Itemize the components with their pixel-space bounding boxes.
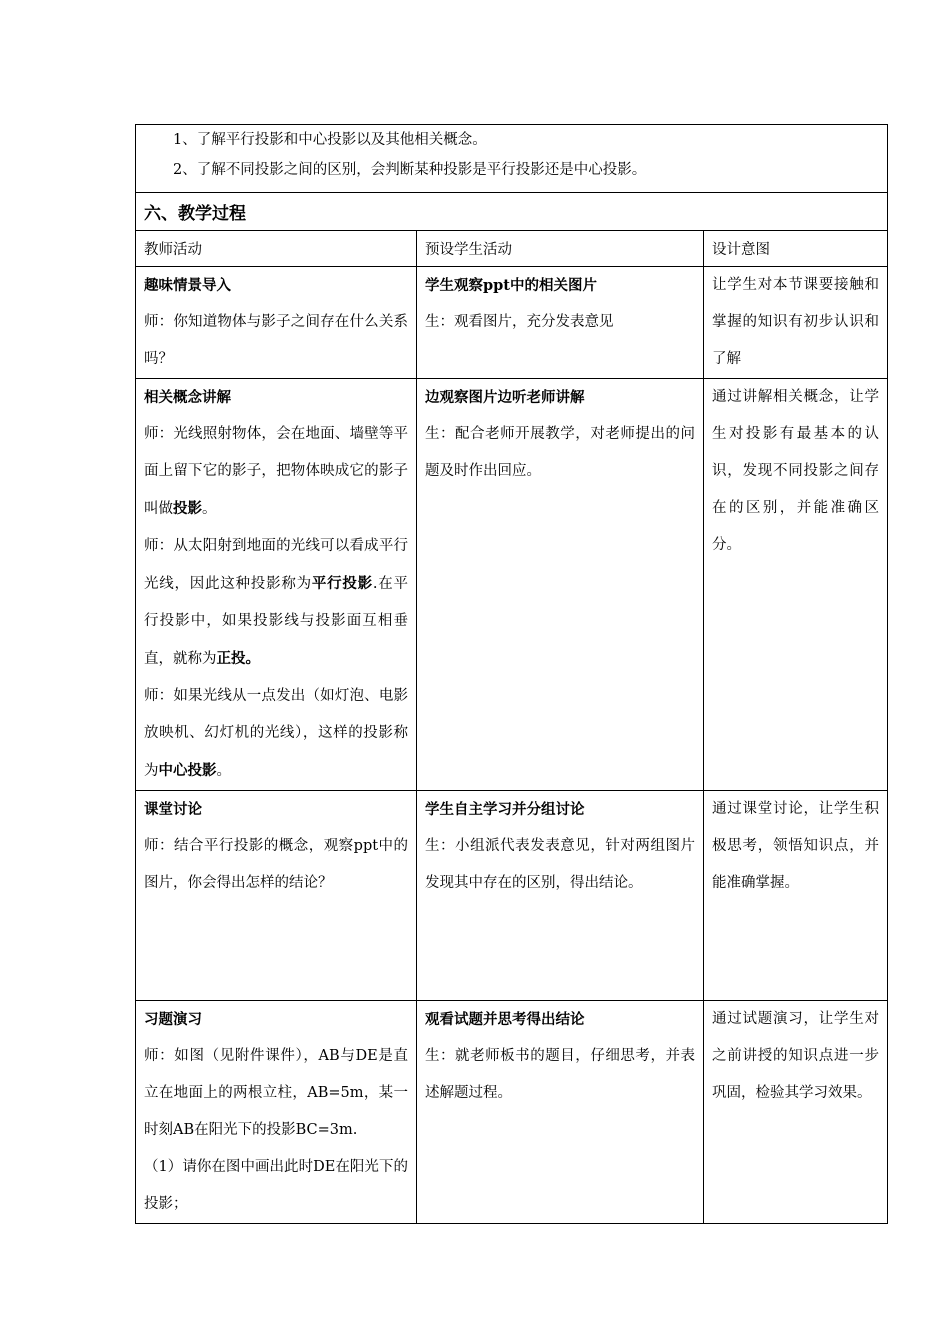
lesson-plan-table [135, 124, 888, 1224]
table-row [136, 379, 888, 791]
teacher-paragraph [144, 678, 408, 790]
column-header-student: 预设学生活动 [417, 231, 704, 267]
section-title: 六、教学过程 [136, 193, 888, 231]
term-central-projection: 中心投影 [158, 762, 217, 779]
section-title-row [136, 193, 888, 231]
student-activity-cell [417, 379, 704, 791]
student-text: 生：就老师板书的题目，仔细思考，并表述解题过程。 [425, 1048, 695, 1101]
student-heading: 学生观察ppt中的相关图片 [425, 277, 597, 294]
teacher-heading: 习题演习 [144, 1011, 202, 1028]
teacher-paragraph [144, 528, 408, 678]
teacher-activity-cell [136, 1001, 417, 1224]
column-header-row [136, 231, 888, 267]
student-heading: 学生自主学习并分组讨论 [425, 801, 585, 818]
student-heading: 边观察图片边听老师讲解 [425, 389, 585, 406]
teacher-text: 师：如图（见附件课件），AB与DE是直立在地面上的两根立柱，AB=5m，某一时刻AB在阳光下的投影BC=3m. [144, 1048, 408, 1138]
teacher-text: （1）请你在图中画出此时DE在阳光下的投影； [144, 1159, 408, 1212]
teacher-activity-cell [136, 379, 417, 791]
teacher-text: 师：你知道物体与影子之间存在什么关系吗？ [144, 314, 408, 367]
term-orthographic-projection: 正投。 [216, 650, 260, 667]
objective-item: 2、了解不同投影之间的区别，会判断某种投影是平行投影还是中心投影。 [173, 162, 647, 178]
student-text: 生：配合老师开展教学，对老师提出的问题及时作出回应。 [425, 426, 695, 479]
student-heading: 观看试题并思考得出结论 [425, 1011, 585, 1028]
teacher-text: .在平行投影中，如果投影线与投影面互相垂直，就称为 [144, 576, 409, 667]
column-header-intent: 设计意图 [704, 231, 888, 267]
objectives-cell [136, 125, 888, 193]
design-intent-cell: 通过课堂讨论，让学生积极思考，领悟知识点，并能准确掌握。 [704, 791, 888, 1001]
student-text: 生：小组派代表发表意见，针对两组图片发现其中存在的区别，得出结论。 [425, 838, 695, 891]
student-activity-cell [417, 791, 704, 1001]
column-header-teacher: 教师活动 [136, 231, 417, 267]
design-intent-cell: 通过讲解相关概念，让学生对投影有最基本的认识，发现不同投影之间存在的区别，并能准确区分。 [704, 379, 888, 791]
teacher-text: 。 [216, 763, 231, 779]
design-intent-cell: 通过试题演习，让学生对之前讲授的知识点进一步巩固，检验其学习效果。 [704, 1001, 888, 1224]
teacher-heading: 相关概念讲解 [144, 389, 231, 406]
teacher-activity-cell [136, 791, 417, 1001]
design-intent-cell: 让学生对本节课要接触和掌握的知识有初步认识和了解 [704, 267, 888, 379]
teacher-heading: 课堂讨论 [144, 801, 202, 818]
objectives-row [136, 125, 888, 193]
teacher-activity-cell [136, 267, 417, 379]
table-row [136, 267, 888, 379]
teacher-heading: 趣味情景导入 [144, 277, 231, 294]
student-activity-cell [417, 1001, 704, 1224]
objective-item: 1、了解平行投影和中心投影以及其他相关概念。 [173, 132, 487, 148]
term-parallel-projection: 平行投影 [311, 575, 373, 592]
table-row [136, 1001, 888, 1224]
teacher-text: 师：如果光线从一点发出（如灯泡、电影放映机、幻灯机的光线），这样的投影称为 [144, 688, 408, 779]
term-projection: 投影 [173, 500, 202, 517]
student-activity-cell [417, 267, 704, 379]
student-text: 生：观看图片，充分发表意见 [425, 314, 614, 330]
teacher-text: 师：光线照射物体，会在地面、墙壁等平面上留下它的影子，把物体映成它的影子叫做 [144, 426, 408, 517]
teacher-text: 师：从太阳射到地面的光线可以看成平行光线，因此这种投影称为 [144, 538, 408, 592]
teacher-paragraph [144, 416, 408, 528]
teacher-text: 。 [202, 501, 217, 517]
table-row [136, 791, 888, 1001]
teacher-text: 师：结合平行投影的概念，观察ppt中的图片，你会得出怎样的结论？ [144, 838, 408, 891]
